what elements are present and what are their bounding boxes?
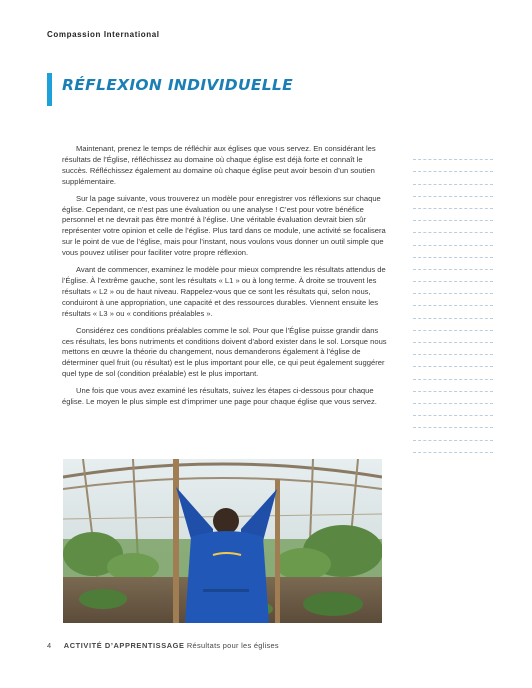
note-line xyxy=(413,246,493,258)
note-line xyxy=(413,258,493,270)
note-line xyxy=(413,294,493,306)
notes-lines xyxy=(413,148,493,453)
note-line xyxy=(413,331,493,343)
note-line xyxy=(413,306,493,318)
note-line xyxy=(413,221,493,233)
note-line xyxy=(413,416,493,428)
note-line xyxy=(413,197,493,209)
note-line xyxy=(413,282,493,294)
note-line xyxy=(413,392,493,404)
note-line xyxy=(413,367,493,379)
note-line xyxy=(413,209,493,221)
footer-subtitle: Résultats pour les églises xyxy=(186,641,279,650)
note-line xyxy=(413,172,493,184)
paragraph: Avant de commencer, examinez le modèle pour mieux comprendre les résultats attendus de l’Église. À l’extrême gauche, sont les résultats « L1 » ou à long terme. À droite se trouvent les résultats « L2 » ou de haut niveau. Rappelez-vous que ce sont les résultats qui, selon nous, conduiront à une appropriation, une capacité et des ressources durables. Viennent ensuite les résultats « L3 » ou « conditions préalables ». xyxy=(62,265,386,318)
note-line xyxy=(413,270,493,282)
page-number: 4 xyxy=(47,641,52,650)
note-line xyxy=(413,343,493,355)
note-line xyxy=(413,380,493,392)
note-line xyxy=(413,185,493,197)
note-line xyxy=(413,355,493,367)
note-line xyxy=(413,404,493,416)
note-line xyxy=(413,428,493,440)
paragraph: Considérez ces conditions préalables comme le sol. Pour que l’Église puisse grandir dans ces résultats, les bons nutriments et conditions doivent d’abord exister dans le sol. Lorsque nous mettons en œuvre la théorie du changement, nous demanderons également à l’église de déterminer quel fruit (ou résultat) est le plus important pour elle, ce qui peut également suggérer quel type de sol (condition préalable) est le plus important. xyxy=(62,325,387,379)
page-footer xyxy=(47,641,279,650)
title-accent-bar xyxy=(47,73,52,106)
note-line xyxy=(413,160,493,172)
organization-name: Compassion International xyxy=(47,30,160,39)
section-title: RÉFLEXION INDIVIDUELLE xyxy=(62,76,293,94)
body-text xyxy=(62,144,390,414)
paragraph: Une fois que vous avez examiné les résultats, suivez les étapes ci-dessous pour chaque église. Le moyen le plus simple est d’imprimer une page pour chaque église que vous servez. xyxy=(62,386,377,407)
note-line xyxy=(413,233,493,245)
greenhouse-photo xyxy=(63,459,382,623)
paragraph: Maintenant, prenez le temps de réfléchir aux églises que vous servez. En considérant les résultats de l’Église, réfléchissez au domaine où chaque église est déjà forte et connaît le succès. Réfléchissez également au domaine où chaque église peut avoir besoin d’un soutien supplémentaire. xyxy=(62,144,376,186)
note-line xyxy=(413,319,493,331)
paragraph: Sur la page suivante, vous trouverez un modèle pour enregistrer vos réflexions sur chaque église. Cependant, ce n’est pas une évaluation ou une analyse ! C’est pour votre bénéfice personnel et ne devrait pas être montré à l’église. Une véritable évaluation devrait bien sûr représenter votre opinion et celle de l’église. Plus tard dans ce module, une activité se focalisera sur le point de vue de l’église, mais pour l’instant, nous voulons vous donner un outil simple que vous pouvez utiliser pour faciliter votre propre réflexion. xyxy=(62,193,386,258)
footer-section: ACTIVITÉ D’APPRENTISSAGE xyxy=(63,641,185,650)
note-line xyxy=(413,441,493,453)
note-line xyxy=(413,148,493,160)
